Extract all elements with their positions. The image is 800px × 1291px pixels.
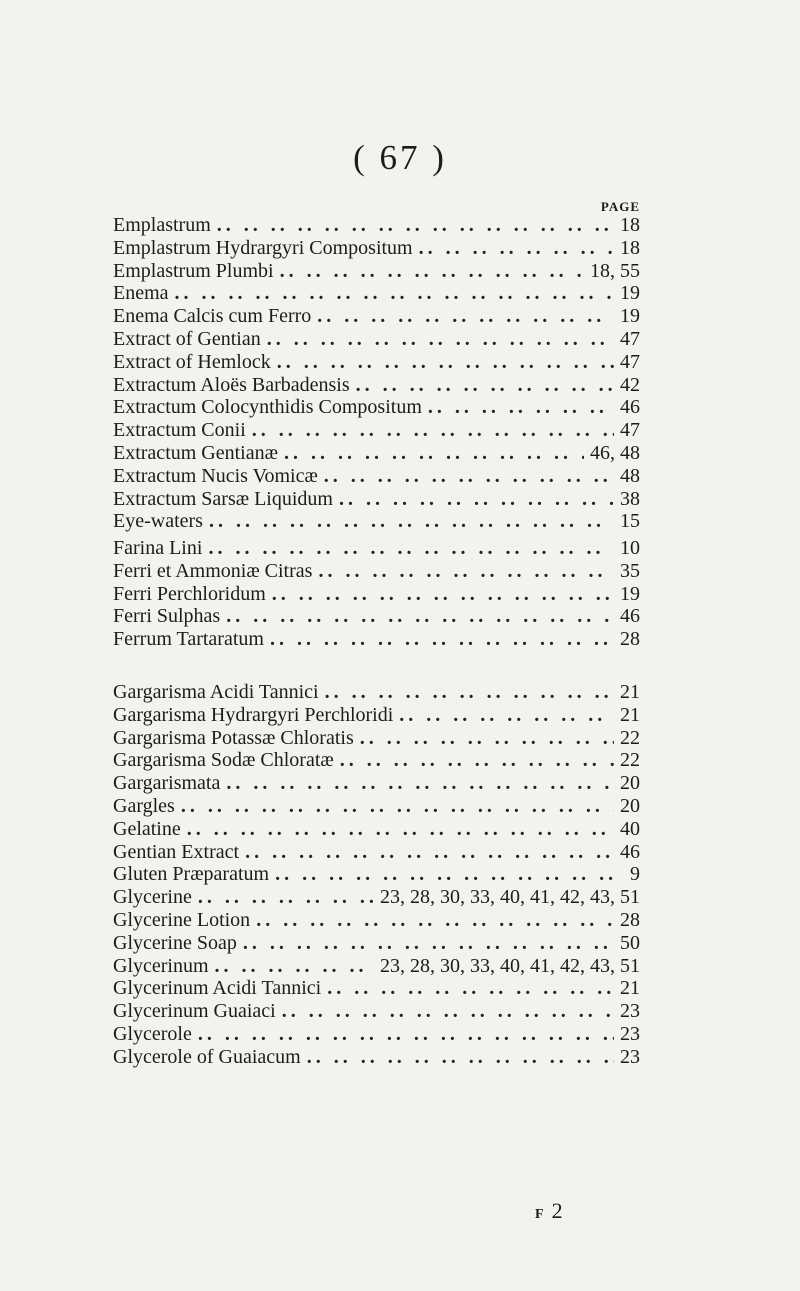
index-entry [113,886,640,909]
entry-term: Gargarisma Acidi Tannici [113,681,319,703]
index-entry [113,419,640,442]
dot-leader [243,932,614,955]
entry-pages: 35 [620,559,640,582]
index-entry [113,305,640,328]
entry-pages: 46 [620,396,640,419]
dot-leader [317,305,614,328]
index-entry [113,727,640,750]
index-section-e [113,214,640,533]
entry-term: Extract of Gentian [113,327,261,350]
dot-leader [198,886,374,909]
index-entry [113,260,640,283]
entry-term: Extractum Colocynthidis Compositum [113,396,422,419]
index-entry [113,237,640,260]
dot-leader [318,560,614,583]
entry-term: Glycerine [113,886,192,909]
entry-pages: 22 [620,749,640,772]
entry-pages: 23 [620,1045,640,1068]
index-entry [113,704,640,727]
dot-leader [428,396,614,419]
index-entry [113,955,640,978]
signature-number: 2 [551,1198,563,1223]
entry-pages: 47 [620,419,640,442]
dot-leader [356,374,614,397]
entry-term: Eye-waters [113,510,203,533]
index-entry [113,863,640,886]
index-entry [113,465,640,488]
index-entry [113,628,640,651]
entry-pages: 18 [620,214,640,236]
entry-term: Gentian Extract [113,840,240,863]
entry-term: Enema Calcis cum Ferro [113,305,312,328]
entry-term: Glycerole of Guaiacum [113,1045,301,1068]
dot-leader [307,1046,614,1069]
index-entry [113,977,640,1000]
entry-term: Gargles [113,794,175,817]
entry-pages: 28 [620,628,640,651]
entry-pages: 9 [630,863,640,886]
signature-letter: F [535,1207,544,1222]
entry-pages: 19 [620,305,640,328]
index-entry [113,749,640,772]
dot-leader [282,1000,614,1023]
index-entry [113,537,640,560]
index-entry [113,681,640,704]
entry-pages: 47 [620,327,640,350]
entry-pages: 10 [620,537,640,559]
dot-leader [267,328,614,351]
index-entry [113,442,640,465]
entry-term: Glycerine Soap [113,931,237,954]
dot-leader [280,260,584,283]
entry-term: Enema [113,282,169,305]
index-entry [113,1023,640,1046]
entry-pages: 21 [620,977,640,1000]
entry-term: Glycerinum [113,954,209,977]
dot-leader [419,237,614,260]
dot-leader [208,537,614,560]
entry-pages: 47 [620,350,640,373]
entry-term: Emplastrum [113,214,211,236]
index-entry [113,583,640,606]
dot-leader [175,282,614,305]
index-entry [113,605,640,628]
index-entry [113,1046,640,1069]
dot-leader [181,795,614,818]
entry-term: Gargarisma Potassæ Chloratis [113,726,354,749]
entry-pages: 23, 28, 30, 33, 40, 41, 42, 43, 51 [380,886,640,909]
dot-leader [275,863,624,886]
entry-term: Gelatine [113,817,181,840]
index-entry [113,396,640,419]
dot-leader [270,628,614,651]
entry-pages: 23, 28, 30, 33, 40, 41, 42, 43, 51 [380,954,640,977]
dot-leader [399,704,614,727]
dot-leader [272,583,614,606]
entry-term: Emplastrum Hydrargyri Compositum [113,236,413,259]
entry-term: Extract of Hemlock [113,350,271,373]
entry-pages: 15 [620,510,640,533]
dot-leader [226,772,614,795]
entry-term: Extractum Gentianæ [113,441,278,464]
index-entry [113,772,640,795]
entry-term: Ferri et Ammoniæ Citras [113,559,313,582]
index-entry [113,374,640,397]
entry-pages: 23 [620,1022,640,1045]
signature-mark [535,1198,563,1224]
index-entry [113,818,640,841]
entry-term: Extractum Aloës Barbadensis [113,373,350,396]
entry-pages: 50 [620,931,640,954]
entry-pages: 20 [620,772,640,795]
entry-term: Extractum Conii [113,419,246,442]
entry-term: Gargarisma Hydrargyri Perchloridi [113,703,394,726]
entry-pages: 20 [620,794,640,817]
index-entry [113,282,640,305]
dot-leader [245,841,614,864]
entry-term: Extractum Nucis Vomicæ [113,464,318,487]
entry-pages: 18, 55 [590,259,640,282]
entry-pages: 21 [620,703,640,726]
dot-leader [327,977,614,1000]
index-entry [113,795,640,818]
entry-term: Gargarismata [113,772,221,795]
entry-pages: 22 [620,726,640,749]
entry-pages: 46 [620,605,640,628]
index-entry [113,351,640,374]
entry-term: Extractum Sarsæ Liquidum [113,487,333,510]
dot-leader [226,605,614,628]
index-entry [113,932,640,955]
entry-pages: 42 [620,373,640,396]
index-entry [113,510,640,533]
entry-term: Glycerinum Acidi Tannici [113,977,322,1000]
entry-pages: 23 [620,1000,640,1023]
index-entry [113,214,640,237]
entry-term: Gargarisma Sodæ Chloratæ [113,749,334,772]
entry-pages: 19 [620,282,640,305]
dot-leader [325,681,614,704]
entry-term: Glycerine Lotion [113,908,251,931]
entry-pages: 38 [620,487,640,510]
entry-term: Glycerole [113,1022,192,1045]
entry-pages: 18 [620,236,640,259]
entry-pages: 19 [620,582,640,605]
entry-term: Gluten Præparatum [113,863,270,886]
index-entry [113,909,640,932]
dot-leader [252,419,614,442]
entry-pages: 46, 48 [590,441,640,464]
index-entry [113,488,640,511]
entry-pages: 46 [620,840,640,863]
page-number: ( 67 ) [353,138,447,177]
dot-leader [284,442,584,465]
dot-leader [324,465,614,488]
entry-pages: 40 [620,817,640,840]
entry-term: Ferrum Tartaratum [113,628,264,651]
entry-pages: 28 [620,908,640,931]
entry-term: Farina Lini [113,537,203,559]
dot-leader [256,909,614,932]
dot-leader [209,510,614,533]
page-column-label: PAGE [600,199,640,214]
index-entry [113,328,640,351]
entry-term: Glycerinum Guaiaci [113,1000,276,1023]
index-section-g [113,681,640,1069]
dot-leader [339,488,614,511]
entry-term: Ferri Perchloridum [113,582,266,605]
dot-leader [217,214,614,237]
dot-leader [198,1023,614,1046]
dot-leader [277,351,614,374]
index-entry [113,841,640,864]
index-entry [113,1000,640,1023]
entry-term: Ferri Sulphas [113,605,221,628]
index-entry [113,560,640,583]
entry-term: Emplastrum Plumbi [113,259,274,282]
dot-leader [215,955,374,978]
dot-leader [340,749,614,772]
entry-pages: 48 [620,464,640,487]
entry-pages: 21 [620,681,640,703]
dot-leader [187,818,614,841]
index-section-f [113,537,640,651]
dot-leader [360,727,614,750]
